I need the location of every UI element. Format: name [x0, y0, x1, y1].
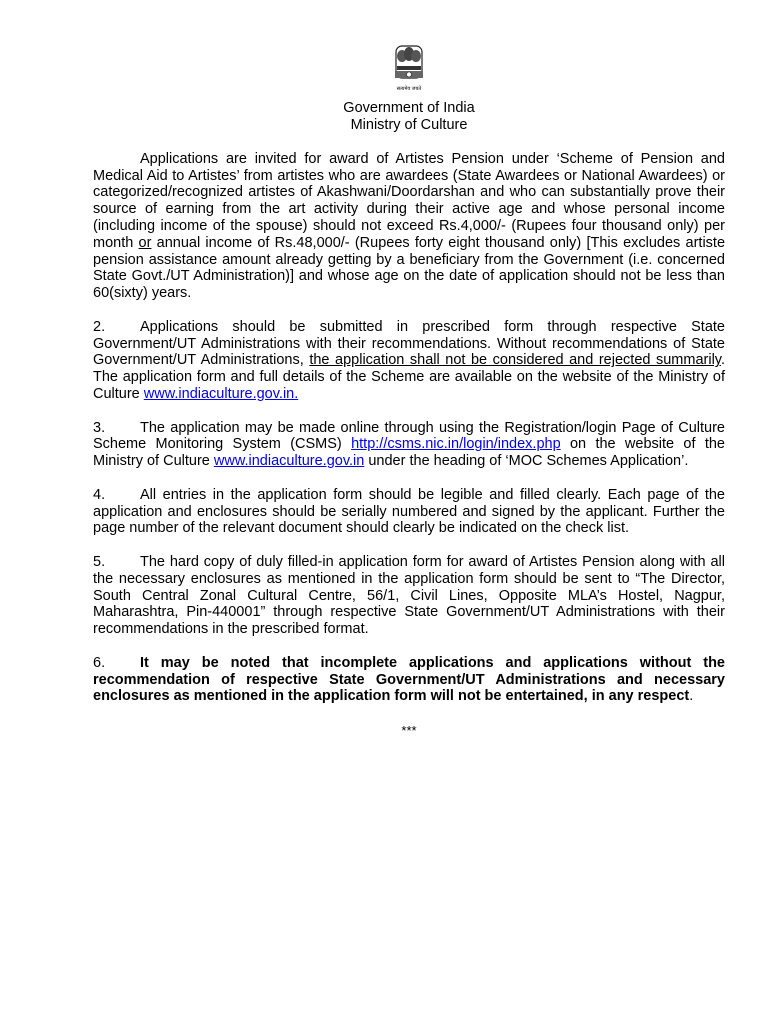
national-emblem-icon [390, 44, 428, 98]
ministry-title: Ministry of Culture [350, 117, 468, 133]
paragraph-6: 6. It may be noted that incomplete applications and applications without the recommendation of respective State Government/UT Administrations and necessary enclosures as mentioned in the application form will not be entertained, in any respect. [93, 654, 725, 705]
indiaculture-link[interactable]: www.indiaculture.gov.in [213, 453, 365, 470]
document-header [93, 100, 725, 134]
emblem-caption: सत्यमेव जयते [396, 86, 422, 92]
document-page [93, 44, 725, 738]
paragraph-number: 4. [93, 486, 106, 503]
underlined-or: or [138, 234, 152, 251]
paragraph-1: Applications are invited for award of Artistes Pension under ‘Scheme of Pension and Medical Aid to Artistes’ from artistes who are awardees (State Awardees or National Awardees) or categorized/recognized artistes of Akashwani/Doordarshan and who can substantially prove their source of earning from the art activity during their active age and whose personal income (including income of the spouse) should not exceed Rs.4,000/- (Rupees four thousand only) per month or annual income of Rs.48,000/- (Rupees forty eight thousand only) [This excludes artiste pension assistance amount already getting by a beneficiary from the Government (i.e. concerned State Govt./UT Administration)] and whose age on the date of application should not be less than 60(sixty) years. [93, 150, 726, 302]
paragraph-4: 4. All entries in the application form should be legible and filled clearly. Each page of the application and enclosures should be serially numbered and signed by the applicant. Further the page number of the relevant document should clearly be indicated on the check list. [93, 486, 725, 537]
indiaculture-link[interactable]: www.indiaculture.gov.in. [143, 385, 299, 402]
paragraph-2: 2. Applications should be submitted in prescribed form through respective State Government/UT Administrations with their recommendations. Without recommendations of State Government/UT Administrations, the application shall not be considered and rejected summarily. The application form and full details of the Scheme are available on the website of the Ministry of Culture www.indiaculture.gov.in. [93, 318, 725, 402]
paragraph-number: 6. [93, 654, 106, 671]
bold-notice: It may be noted that incomplete applications and applications without the recommendation of respective State Government/UT Administrations and necessary enclosures as mentioned in the application form will not be entertained, in any respect [93, 654, 725, 705]
paragraph-number: 2. [93, 318, 106, 335]
csms-login-link[interactable]: http://csms.nic.in/login/index.php [351, 436, 561, 453]
end-marker: *** [401, 723, 417, 739]
paragraph-3: 3. The application may be made online through using the Registration/login Page of Culture Scheme Monitoring System (CSMS) http://csms.nic.in/login/index.php on the website of the Ministry of Culture www.indiaculture.gov.in under the heading of ‘MOC Schemes Application’. [93, 419, 725, 470]
underlined-text: the application shall not be considered and rejected summarily [309, 352, 721, 369]
paragraph-number: 3. [93, 419, 106, 436]
paragraph-5: 5. The hard copy of duly filled-in application form for award of Artistes Pension along with all the necessary enclosures as mentioned in the application form should be sent to “The Director, South Central Zonal Cultural Centre, 56/1, Civil Lines, Opposite MLA’s Hostel, Nagpur, Maharashtra, Pin-440001” through respective State Government/UT Administrations with their recommendations in the prescribed format. [93, 553, 725, 638]
government-title: Government of India [343, 100, 475, 116]
paragraph-number: 5. [93, 553, 106, 570]
